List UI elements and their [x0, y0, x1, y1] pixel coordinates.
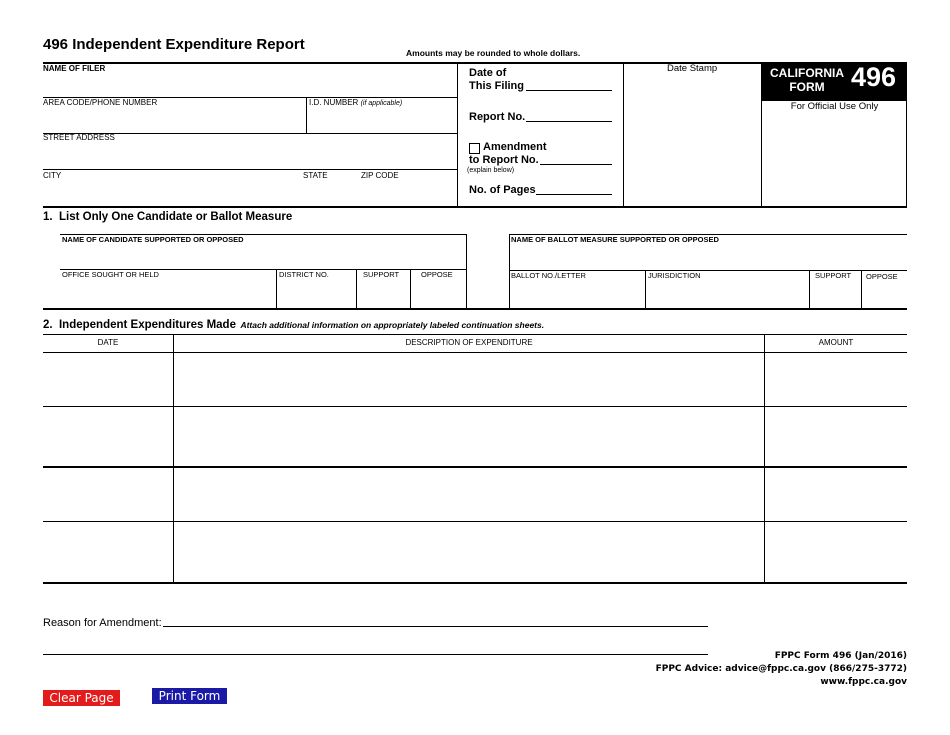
- divider: [809, 270, 810, 308]
- form-label: FORM: [789, 80, 825, 94]
- expenditure-description-field[interactable]: [176, 524, 765, 583]
- explain-below-note: (explain below): [467, 167, 515, 174]
- divider: [509, 234, 510, 308]
- office-sought-label: OFFICE SOUGHT OR HELD: [62, 270, 159, 279]
- candidate-oppose-checkbox[interactable]: [430, 285, 446, 301]
- id-number-text: I.D. NUMBER: [309, 98, 359, 107]
- reason-for-amendment-label: Reason for Amendment:: [43, 617, 162, 629]
- fppc-website: www.fppc.ca.gov: [820, 677, 907, 687]
- office-sought-field[interactable]: [62, 282, 276, 304]
- id-number-label: [309, 98, 402, 107]
- divider: [356, 269, 357, 308]
- divider: [410, 269, 411, 308]
- reason-for-amendment-field-2[interactable]: [43, 638, 712, 655]
- id-number-note: (if applicable): [360, 100, 403, 107]
- id-number-field[interactable]: [309, 110, 457, 132]
- jurisdiction-field[interactable]: [648, 283, 810, 305]
- phone-field[interactable]: [43, 110, 307, 132]
- expenditure-description-field[interactable]: [176, 409, 765, 468]
- district-no-label: DISTRICT NO.: [279, 270, 329, 279]
- state-field[interactable]: [303, 182, 357, 204]
- expenditure-description-field[interactable]: [176, 470, 765, 522]
- candidate-support-label: SUPPORT: [363, 270, 400, 279]
- section2-heading: 2. Independent Expenditures Made: [43, 319, 236, 331]
- expenditure-date-field[interactable]: [45, 355, 174, 407]
- official-use-label: For Official Use Only: [790, 101, 879, 112]
- page-title: 496 Independent Expenditure Report: [43, 36, 305, 53]
- street-address-field[interactable]: [43, 145, 457, 167]
- date-of-filing-label-line1: Date of: [469, 67, 507, 79]
- report-no-label: Report No.: [469, 111, 526, 123]
- expenditure-date-field[interactable]: [45, 470, 174, 522]
- measure-oppose-checkbox[interactable]: [876, 286, 892, 302]
- date-stamp-label: Date Stamp: [667, 63, 718, 74]
- section2-note: Attach additional information on appropriately labeled continuation sheets.: [240, 320, 545, 330]
- expenditure-date-field[interactable]: [45, 524, 174, 583]
- print-form-button[interactable]: Print Form: [152, 688, 227, 704]
- section2-heading-row: [43, 315, 544, 333]
- form-version: FPPC Form 496 (Jan/2016): [774, 651, 907, 661]
- measure-support-checkbox[interactable]: [826, 286, 842, 302]
- name-of-filer-field[interactable]: [43, 75, 457, 97]
- amendment-checkbox[interactable]: [469, 143, 480, 154]
- district-no-field[interactable]: [279, 282, 357, 304]
- date-of-filing-field[interactable]: [526, 76, 616, 92]
- divider: [306, 97, 307, 133]
- amendment-label: Amendment: [483, 141, 547, 153]
- phone-label: AREA CODE/PHONE NUMBER: [43, 98, 158, 107]
- divider: [276, 269, 277, 308]
- divider: [43, 169, 457, 170]
- divider: [43, 521, 907, 522]
- ballot-measure-name-field[interactable]: [511, 246, 907, 268]
- measure-oppose-label: OPPOSE: [866, 272, 898, 281]
- street-address-label: STREET ADDRESS: [43, 133, 115, 142]
- city-label: CITY: [43, 171, 62, 180]
- to-report-no-label: to Report No.: [469, 154, 539, 166]
- california-form-label: [767, 66, 847, 94]
- expenditure-amount-field[interactable]: [767, 524, 908, 583]
- zip-code-field[interactable]: [361, 182, 457, 204]
- divider: [861, 270, 862, 308]
- expenditure-amount-field[interactable]: [767, 355, 908, 407]
- ballot-no-field[interactable]: [511, 283, 645, 305]
- description-column-header: DESCRIPTION OF EXPENDITURE: [405, 338, 533, 347]
- divider: [43, 352, 907, 353]
- candidate-name-field[interactable]: [62, 246, 466, 268]
- date-of-filing-label-line2: This Filing: [469, 80, 524, 92]
- city-field[interactable]: [43, 182, 297, 204]
- report-no-field[interactable]: [526, 107, 616, 123]
- divider: [645, 270, 646, 308]
- ballot-measure-name-label: NAME OF BALLOT MEASURE SUPPORTED OR OPPOSED: [511, 235, 719, 244]
- to-report-no-field[interactable]: [540, 150, 616, 166]
- zip-code-label: ZIP CODE: [361, 171, 399, 180]
- candidate-name-label: NAME OF CANDIDATE SUPPORTED OR OPPOSED: [62, 235, 244, 244]
- ballot-no-label: BALLOT NO./LETTER: [511, 271, 586, 280]
- amount-column-header: AMOUNT: [818, 338, 854, 347]
- section-rule: [43, 206, 907, 208]
- table-bottom-rule: [43, 582, 907, 584]
- candidate-oppose-label: OPPOSE: [421, 270, 453, 279]
- expenditure-date-field[interactable]: [45, 409, 174, 468]
- divider: [43, 406, 907, 407]
- jurisdiction-label: JURISDICTION: [648, 271, 701, 280]
- expenditure-description-field[interactable]: [176, 355, 765, 407]
- reason-for-amendment-field[interactable]: [163, 612, 712, 628]
- no-of-pages-label: No. of Pages: [469, 184, 536, 196]
- clear-page-button[interactable]: Clear Page: [43, 690, 120, 706]
- fppc-advice: FPPC Advice: advice@fppc.ca.gov (866/275-3772): [655, 664, 907, 674]
- divider: [623, 62, 624, 207]
- divider: [457, 62, 458, 207]
- section-rule: [43, 308, 907, 310]
- date-of-filing-label: [469, 67, 524, 93]
- expenditure-amount-field[interactable]: [767, 470, 908, 522]
- name-of-filer-label: NAME OF FILER: [43, 64, 106, 73]
- california-label: CALIFORNIA: [770, 66, 844, 80]
- rounding-note: Amounts may be rounded to whole dollars.: [406, 48, 581, 58]
- measure-support-label: SUPPORT: [815, 271, 852, 280]
- expenditure-amount-field[interactable]: [767, 409, 908, 468]
- divider: [466, 234, 467, 308]
- form-number: 496: [851, 62, 897, 92]
- section1-heading: 1. List Only One Candidate or Ballot Measure: [43, 211, 293, 223]
- divider: [43, 466, 907, 468]
- candidate-support-checkbox[interactable]: [374, 285, 390, 301]
- date-column-header: DATE: [97, 338, 119, 347]
- state-label: STATE: [303, 171, 328, 180]
- no-of-pages-field[interactable]: [536, 180, 616, 196]
